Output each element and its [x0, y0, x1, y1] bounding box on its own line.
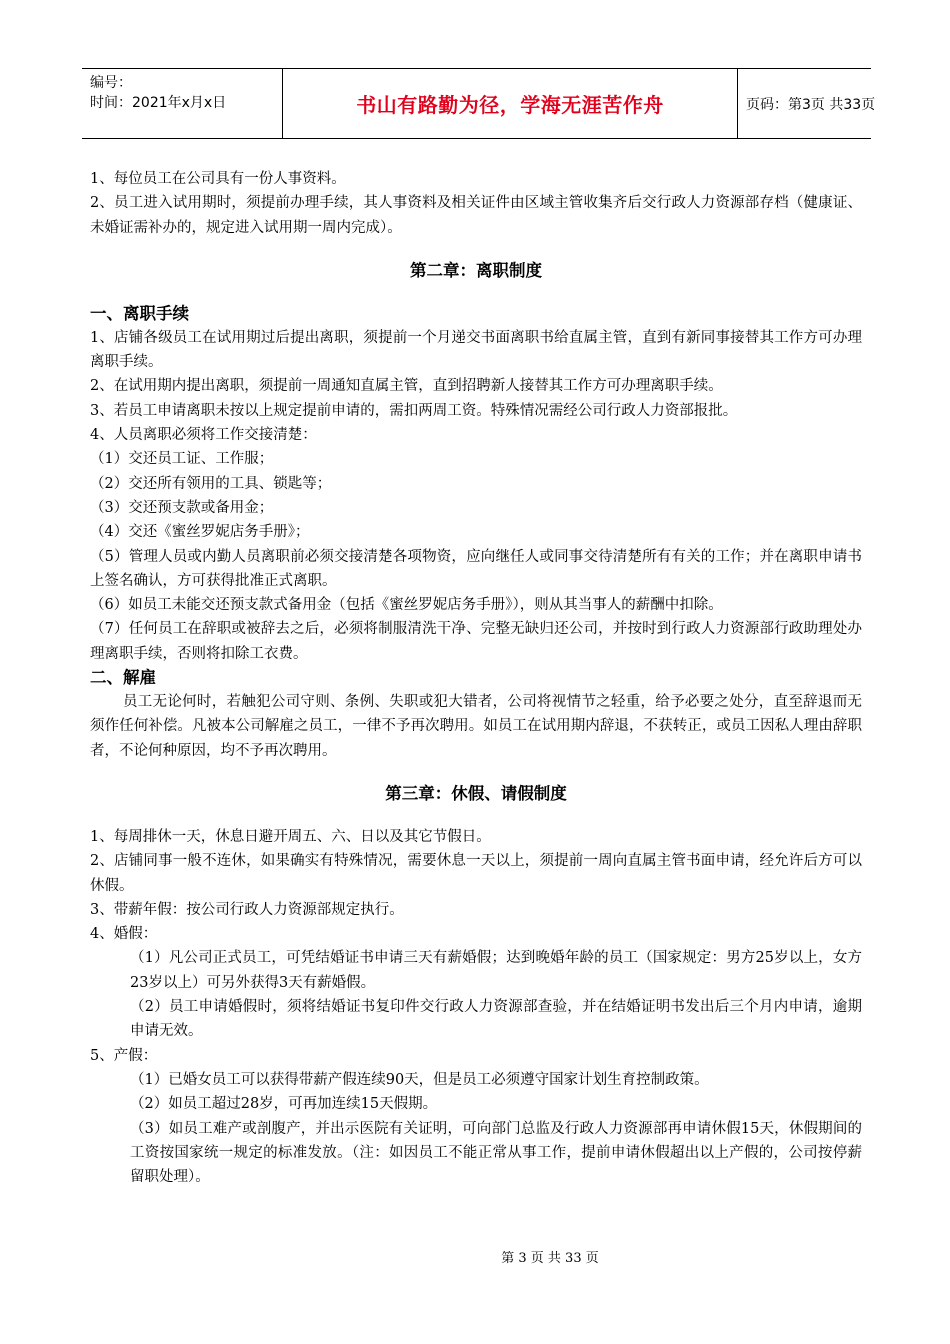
- list-item: （5）管理人员或内勤人员离职前必须交接清楚各项物资，应向继任人或同事交待清楚所有有关的工作；并在离职申请书上签名确认，方可获得批准正式离职。: [90, 548, 862, 589]
- number-label: 编号：: [90, 75, 132, 91]
- chapter-2-title: 第二章：离职制度: [410, 260, 542, 280]
- page-footer: 第 3 页 共 33 页: [501, 1251, 599, 1266]
- chapter-3-title: 第三章：休假、请假制度: [385, 783, 567, 803]
- page-header: [82, 68, 876, 139]
- document-body: [90, 167, 862, 1189]
- list-item: 2、在试用期内提出离职，须提前一周通知直属主管，直到招聘新人接替其工作方可办理离职手续。: [90, 378, 723, 395]
- header-meta: [82, 69, 283, 138]
- intro-item: 1、每位员工在公司具有一份人事资料。: [90, 171, 346, 187]
- list-item: （3）交还预支款或备用金；: [90, 499, 274, 516]
- list-item: （4）交还《蜜丝罗妮店务手册》；: [90, 524, 310, 541]
- sub-item: （1）凡公司正式员工，可凭结婚证书申请三天有薪婚假；达到晚婚年龄的员工（国家规定：男方25岁以上，女方23岁以上）可另外获得3天有薪婚假。: [130, 950, 862, 991]
- list-item: 4、婚假：: [90, 926, 158, 943]
- list-item: 4、人员离职必须将工作交接清楚：: [90, 427, 317, 444]
- intro-item: 2、员工进入试用期时，须提前办理手续，其人事资料及相关证件由区域主管收集齐后交行政人力资源部存档（健康证、未婚证需补办的，规定进入试用期一周内完成）。: [90, 195, 862, 236]
- list-item: （6）如员工未能交还预支款式备用金（包括《蜜丝罗妮店务手册》），则从其当事人的薪酬中扣除。: [90, 597, 723, 614]
- list-item: 5、产假：: [90, 1047, 158, 1064]
- list-item: 3、带薪年假：按公司行政人力资源部规定执行。: [90, 901, 404, 918]
- list-item: 1、每周排休一天，休息日避开周五、六、日以及其它节假日。: [90, 828, 491, 845]
- sub-item: （1）已婚女员工可以获得带薪产假连续90天，但是员工必须遵守国家计划生育控制政策。: [130, 1071, 709, 1088]
- sub-item: （2）员工申请婚假时，须将结婚证书复印件交行政人力资源部查验，并在结婚证明书发出后三个月内申请，逾期申请无效。: [130, 999, 862, 1040]
- time-label: 时间：2021年x月x日: [90, 95, 227, 111]
- section-title: 二、解雇: [90, 668, 156, 688]
- list-item: 3、若员工申请离职未按以上规定提前申请的，需扣两周工资。特殊情况需经公司行政人力资部报批。: [90, 402, 738, 419]
- paragraph: 员工无论何时，若触犯公司守则、条例、失职或犯大错者，公司将视情节之轻重，给予必要之处分，直至辞退而无须作任何补偿。凡被本公司解雇之员工，一律不予再次聘用。如员工在试用期内辞退，不获转正，或员工因私人理由辞职者，不论何种原因，均不予再次聘用。: [90, 694, 862, 759]
- list-item: 1、店铺各级员工在试用期过后提出离职，须提前一个月递交书面离职书给直属主管，直到有新同事接替其工作方可办理离职手续。: [90, 329, 862, 371]
- list-item: （1）交还员工证、工作服；: [90, 451, 274, 468]
- sub-item: （3）如员工难产或剖腹产，并出示医院有关证明，可向部门总监及行政人力资源部再申请休假15天，休假期间的工资按国家统一规定的标准发放。（注：如因员工不能正常从事工作，提前申请休假超出以上产假的，公司按停薪留职处理）。: [130, 1120, 862, 1186]
- header-page-label: 页码：第3页 共33页: [746, 96, 876, 113]
- sub-item: （2）如员工超过28岁，可再加连续15天假期。: [130, 1096, 438, 1113]
- section-title: 一、离职手续: [90, 303, 189, 323]
- list-item: （7）任何员工在辞职或被辞去之后，必须将制服清洗干净、完整无缺归还公司，并按时到行政人力资源部行政助理处办理离职手续，否则将扣除工衣费。: [90, 621, 862, 662]
- list-item: 2、店铺同事一般不连休，如果确实有特殊情况，需要休息一天以上，须提前一周向直属主管书面申请，经允许后方可以休假。: [90, 853, 862, 894]
- list-item: （2）交还所有领用的工具、锁匙等；: [90, 475, 332, 492]
- header-motto: 书山有路勤为径，学海无涯苦作舟: [283, 69, 738, 138]
